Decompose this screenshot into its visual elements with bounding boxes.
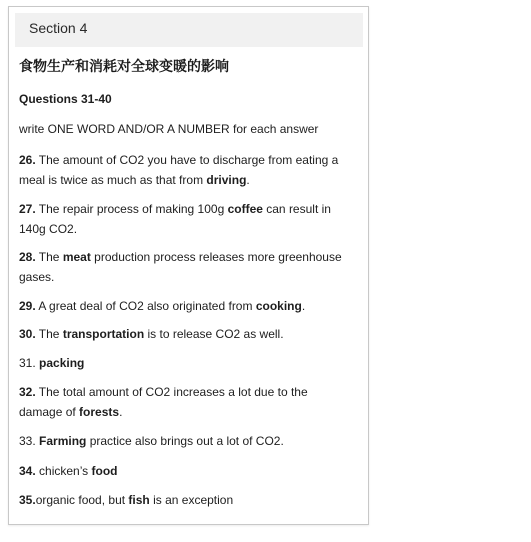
question-text-before: chicken’s	[35, 464, 92, 478]
section-header	[15, 13, 363, 47]
question-answer: meat	[62, 250, 91, 264]
question-text-before: The amount of CO2 you have to discharge from eating a meal is twice as much as that from	[19, 153, 339, 187]
question-text-after: can result in 140g CO2.	[19, 202, 331, 236]
question-answer: forests	[79, 405, 120, 419]
question-number: 34.	[19, 464, 36, 478]
question-number: 31.	[19, 356, 36, 370]
question-text-after: production process releases more greenhouse gases.	[19, 250, 342, 284]
question-35	[19, 490, 349, 510]
question-answer: packing	[39, 356, 85, 370]
question-answer: cooking	[255, 299, 302, 313]
instruction-text: write ONE WORD AND/OR A NUMBER for each answer	[19, 122, 319, 136]
question-text-after: .	[246, 173, 250, 187]
question-number: 28.	[19, 250, 36, 264]
question-33	[19, 431, 349, 451]
question-answer: coffee	[227, 202, 263, 216]
question-number: 26.	[19, 153, 36, 167]
page-title: 食物生产和消耗对全球变暖的影响	[19, 59, 229, 75]
question-text-after: .	[301, 299, 306, 313]
section-label: Section 4	[29, 20, 88, 36]
questions-heading: Questions 31-40	[19, 92, 112, 106]
question-number: 29.	[19, 299, 36, 313]
question-text-before: organic food, but	[35, 493, 129, 507]
question-34	[19, 461, 349, 481]
question-27	[19, 199, 349, 239]
question-32	[19, 382, 349, 422]
question-text-before: The repair process of making 100g	[35, 202, 228, 216]
question-text-before: The	[35, 250, 63, 264]
question-answer: driving	[206, 173, 247, 187]
question-30	[19, 324, 349, 344]
question-text-after: practice also brings out a lot of CO2.	[86, 434, 284, 448]
question-answer: transportation	[62, 327, 145, 341]
question-text-after: is to release CO2 as well.	[144, 327, 284, 341]
question-28	[19, 247, 349, 287]
question-text-before: A great deal of CO2 also originated from	[35, 299, 256, 313]
question-number: 33.	[19, 434, 36, 448]
question-31	[19, 353, 349, 373]
question-text-before: The	[35, 327, 63, 341]
question-text-after: is an exception	[149, 493, 234, 507]
question-text-before: The total amount of CO2 increases a lot due to the damage of	[19, 385, 308, 419]
question-text-after: .	[119, 405, 123, 419]
question-answer: fish	[128, 493, 150, 507]
question-26	[19, 150, 349, 190]
question-number: 35.	[19, 493, 36, 507]
question-number: 27.	[19, 202, 36, 216]
question-answer: food	[91, 464, 118, 478]
question-29	[19, 296, 349, 316]
question-number: 32.	[19, 385, 36, 399]
question-answer: Farming	[39, 434, 87, 448]
question-number: 30.	[19, 327, 36, 341]
